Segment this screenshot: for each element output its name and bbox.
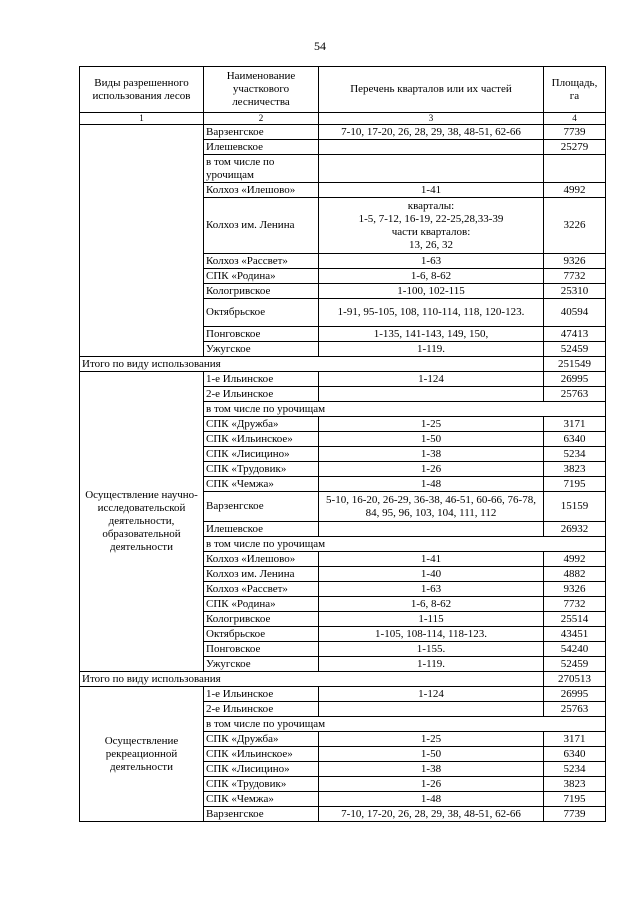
quarters-list: 1-100, 102-115 xyxy=(319,284,544,299)
subgroup-label: в том числе по урочищам xyxy=(204,717,606,732)
quarters-list: 1-50 xyxy=(319,747,544,762)
area-value: 4992 xyxy=(544,552,606,567)
subgroup-label: в том числе по урочищам xyxy=(204,402,606,417)
area-value: 3823 xyxy=(544,777,606,792)
forestry-name: СПК «Родина» xyxy=(204,269,319,284)
forestry-name: СПК «Дружба» xyxy=(204,417,319,432)
quarters-list: 1-135, 141-143, 149, 150, xyxy=(319,327,544,342)
forestry-name: СПК «Ильинское» xyxy=(204,432,319,447)
area-value: 52459 xyxy=(544,342,606,357)
area-value: 43451 xyxy=(544,627,606,642)
quarters-list: 1-25 xyxy=(319,732,544,747)
total-label: Итого по виду использования xyxy=(80,672,544,687)
header-forestry-name: Наименование участкового лесничества xyxy=(204,67,319,113)
table-body xyxy=(80,125,606,822)
table-row xyxy=(80,372,606,387)
area-value: 3823 xyxy=(544,462,606,477)
header-use-type: Виды разрешенного использования лесов xyxy=(80,67,204,113)
area-value: 3171 xyxy=(544,417,606,432)
quarters-list: 1-6, 8-62 xyxy=(319,597,544,612)
area-value: 7739 xyxy=(544,807,606,822)
quarters-list: 1-48 xyxy=(319,477,544,492)
forestry-name: СПК «Дружба» xyxy=(204,732,319,747)
area-value: 7732 xyxy=(544,269,606,284)
forestry-name: Колхоз им. Ленина xyxy=(204,198,319,254)
quarters-list: 1-48 xyxy=(319,792,544,807)
area-value: 47413 xyxy=(544,327,606,342)
quarters-list: 1-26 xyxy=(319,462,544,477)
use-type-cell: Осуществление научно-исследовательской деятельности, образовательной деятельности xyxy=(80,372,204,672)
forestry-name: СПК «Родина» xyxy=(204,597,319,612)
quarters-list xyxy=(319,702,544,717)
area-value: 9326 xyxy=(544,254,606,269)
quarters-list: 1-38 xyxy=(319,447,544,462)
quarters-list: 1-38 xyxy=(319,762,544,777)
forestry-name: СПК «Трудовик» xyxy=(204,462,319,477)
forestry-name: Колхоз «Илешово» xyxy=(204,552,319,567)
quarters-list: 1-119. xyxy=(319,657,544,672)
forestry-name: Понговское xyxy=(204,327,319,342)
area-value: 26995 xyxy=(544,372,606,387)
area-value: 25763 xyxy=(544,702,606,717)
quarters-list: 7-10, 17-20, 26, 28, 29, 38, 48-51, 62-66 xyxy=(319,125,544,140)
table-row xyxy=(80,125,606,140)
forest-use-table xyxy=(79,66,606,822)
column-number: 2 xyxy=(204,113,319,125)
area-value: 25279 xyxy=(544,140,606,155)
forestry-name: Илешевское xyxy=(204,522,319,537)
area-value: 7732 xyxy=(544,597,606,612)
area-value: 15159 xyxy=(544,492,606,522)
quarters-list: 1-119. xyxy=(319,342,544,357)
quarters-list: 7-10, 17-20, 26, 28, 29, 38, 48-51, 62-66 xyxy=(319,807,544,822)
header-quarters: Перечень кварталов или их частей xyxy=(319,67,544,113)
forestry-name: 2-е Ильинское xyxy=(204,702,319,717)
area-value: 4992 xyxy=(544,183,606,198)
quarters-list: 5-10, 16-20, 26-29, 36-38, 46-51, 60-66, 76-78, 84, 95, 96, 103, 104, 111, 112 xyxy=(319,492,544,522)
area-value: 40594 xyxy=(544,299,606,327)
quarters-list: 1-41 xyxy=(319,183,544,198)
forestry-name: Варзенгское xyxy=(204,807,319,822)
forestry-name: Варзенгское xyxy=(204,125,319,140)
forestry-name: в том числе по урочищам xyxy=(204,155,319,183)
column-number-row xyxy=(80,113,606,125)
quarters-list xyxy=(319,140,544,155)
column-number: 3 xyxy=(319,113,544,125)
table-row xyxy=(80,687,606,702)
forestry-name: Октябрьское xyxy=(204,627,319,642)
area-value: 7195 xyxy=(544,477,606,492)
use-type-cell xyxy=(80,125,204,357)
forestry-name: Илешевское xyxy=(204,140,319,155)
column-number: 1 xyxy=(80,113,204,125)
area-value: 3226 xyxy=(544,198,606,254)
page-number: 54 xyxy=(314,39,326,53)
area-value: 6340 xyxy=(544,747,606,762)
quarters-list: кварталы: 1-5, 7-12, 16-19, 22-25,28,33-39 части кварталов: 13, 26, 32 xyxy=(319,198,544,254)
total-value: 251549 xyxy=(544,357,606,372)
forestry-name: СПК «Лисицино» xyxy=(204,447,319,462)
total-label: Итого по виду использования xyxy=(80,357,544,372)
forestry-name: 1-е Ильинское xyxy=(204,687,319,702)
quarters-list: 1-26 xyxy=(319,777,544,792)
quarters-list xyxy=(319,387,544,402)
quarters-list: 1-63 xyxy=(319,582,544,597)
table-header-row xyxy=(80,67,606,113)
area-value: 52459 xyxy=(544,657,606,672)
area-value: 6340 xyxy=(544,432,606,447)
forestry-name: Кологривское xyxy=(204,284,319,299)
area-value: 7739 xyxy=(544,125,606,140)
total-row xyxy=(80,357,606,372)
area-value: 5234 xyxy=(544,762,606,777)
total-value: 270513 xyxy=(544,672,606,687)
forestry-name: Варзенгское xyxy=(204,492,319,522)
total-row xyxy=(80,672,606,687)
quarters-list: 1-41 xyxy=(319,552,544,567)
forestry-name: СПК «Чемжа» xyxy=(204,477,319,492)
use-type-cell: Осуществление рекреационной деятельности xyxy=(80,687,204,822)
column-number: 4 xyxy=(544,113,606,125)
quarters-list: 1-50 xyxy=(319,432,544,447)
quarters-list: 1-25 xyxy=(319,417,544,432)
forestry-name: Кологривское xyxy=(204,612,319,627)
forestry-name: Октябрьское xyxy=(204,299,319,327)
forestry-name: Колхоз «Илешово» xyxy=(204,183,319,198)
area-value: 54240 xyxy=(544,642,606,657)
quarters-list: 1-124 xyxy=(319,372,544,387)
area-value: 26932 xyxy=(544,522,606,537)
header-area: Площадь, га xyxy=(544,67,606,113)
quarters-list xyxy=(319,522,544,537)
forestry-name: Ужугское xyxy=(204,342,319,357)
area-value: 9326 xyxy=(544,582,606,597)
area-value: 5234 xyxy=(544,447,606,462)
forestry-name: Понговское xyxy=(204,642,319,657)
forestry-name: СПК «Трудовик» xyxy=(204,777,319,792)
forestry-name: Колхоз им. Ленина xyxy=(204,567,319,582)
forestry-name: 2-е Ильинское xyxy=(204,387,319,402)
quarters-list: 1-91, 95-105, 108, 110-114, 118, 120-123. xyxy=(319,299,544,327)
area-value: 4882 xyxy=(544,567,606,582)
forestry-name: СПК «Ильинское» xyxy=(204,747,319,762)
area-value xyxy=(544,155,606,183)
forestry-name: Ужугское xyxy=(204,657,319,672)
forestry-name: СПК «Лисицино» xyxy=(204,762,319,777)
quarters-list: 1-40 xyxy=(319,567,544,582)
quarters-list: 1-105, 108-114, 118-123. xyxy=(319,627,544,642)
quarters-list: 1-124 xyxy=(319,687,544,702)
quarters-list: 1-6, 8-62 xyxy=(319,269,544,284)
area-value: 26995 xyxy=(544,687,606,702)
area-value: 25763 xyxy=(544,387,606,402)
quarters-list: 1-63 xyxy=(319,254,544,269)
forestry-name: Колхоз «Рассвет» xyxy=(204,582,319,597)
area-value: 25310 xyxy=(544,284,606,299)
subgroup-label: в том числе по урочищам xyxy=(204,537,606,552)
forestry-name: СПК «Чемжа» xyxy=(204,792,319,807)
area-value: 7195 xyxy=(544,792,606,807)
forestry-name: 1-е Ильинское xyxy=(204,372,319,387)
quarters-list: 1-155. xyxy=(319,642,544,657)
area-value: 3171 xyxy=(544,732,606,747)
forestry-name: Колхоз «Рассвет» xyxy=(204,254,319,269)
quarters-list xyxy=(319,155,544,183)
quarters-list: 1-115 xyxy=(319,612,544,627)
area-value: 25514 xyxy=(544,612,606,627)
